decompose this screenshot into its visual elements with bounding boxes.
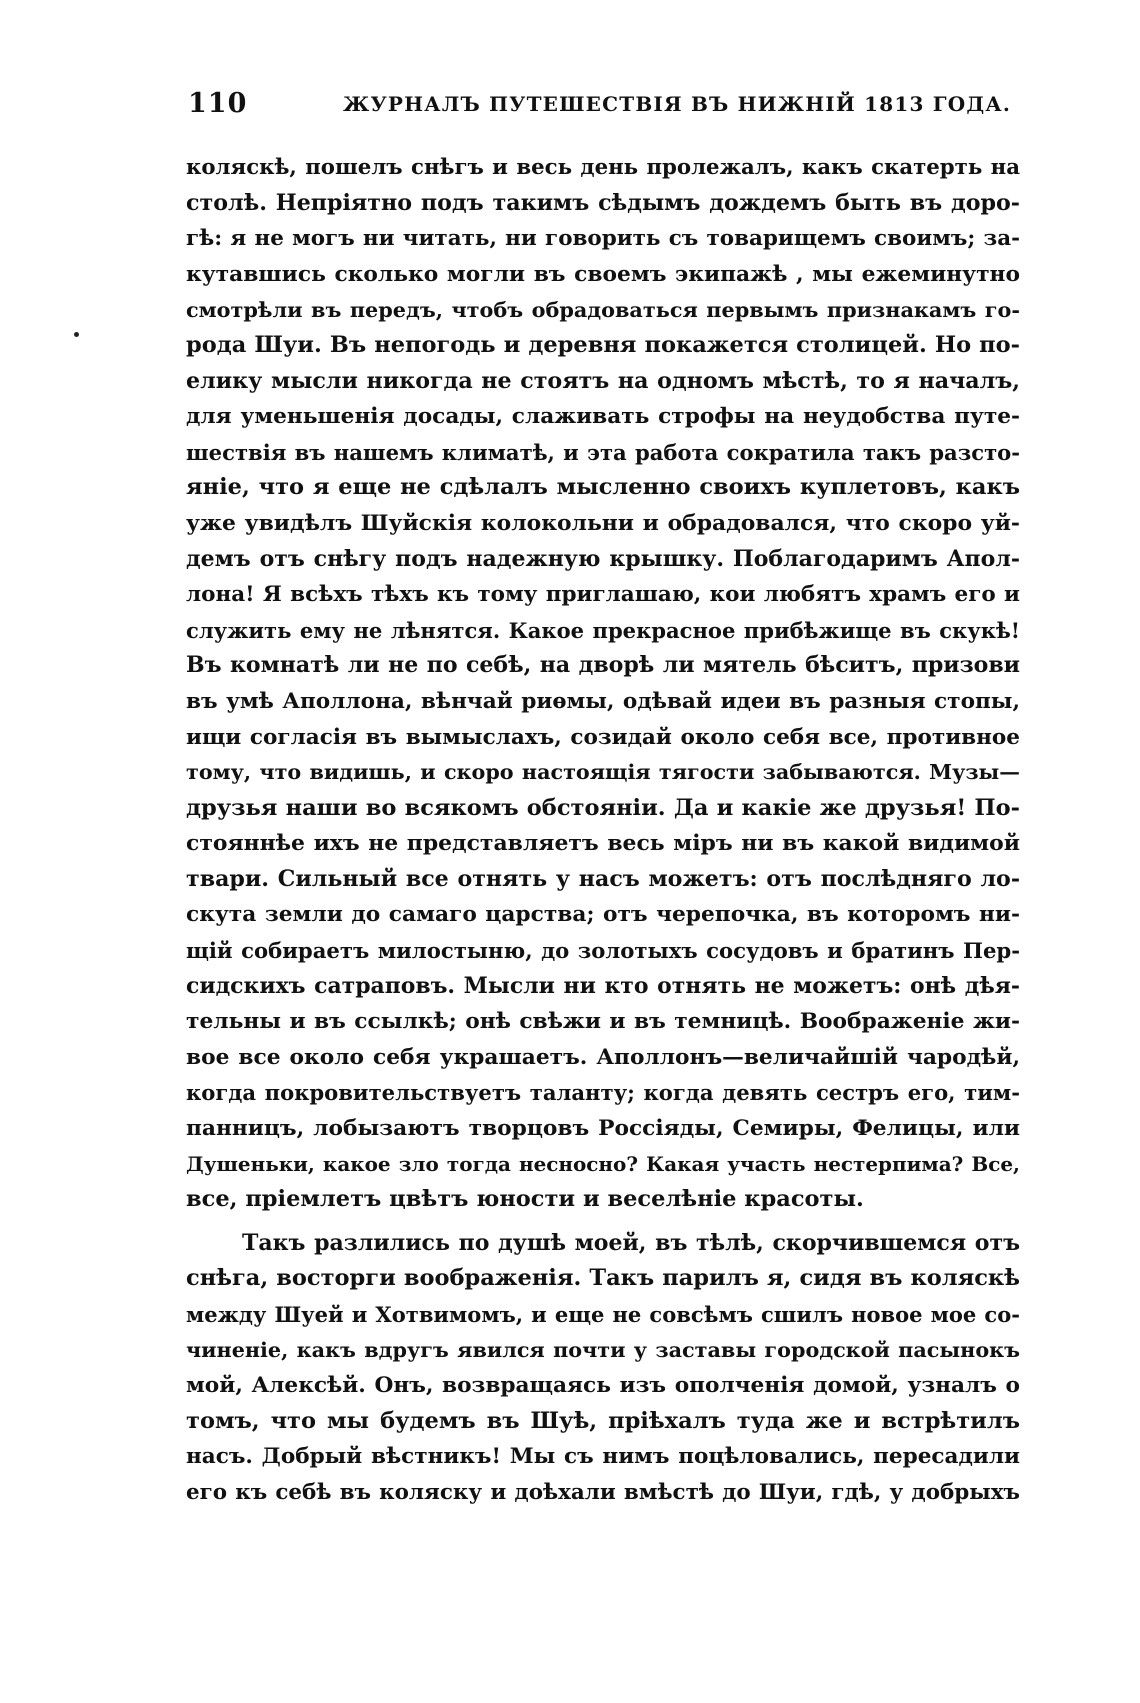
text-line: томъ, что мы будемъ въ Шуѣ, пріѣхалъ туда же и встрѣтилъ: [186, 1407, 1020, 1434]
page-number: 110: [188, 88, 248, 119]
text-line: лона! Я всѣхъ тѣхъ къ тому приглашаю, кои любятъ храмъ его и: [186, 582, 1020, 608]
text-line: мой, Алексѣй. Онъ, возвращаясь изъ ополченія домой, узналъ о: [186, 1373, 1020, 1399]
text-line: рода Шуи. Въ непогодь и деревня покажется столицей. Но по-: [186, 331, 1020, 358]
text-line: коляскѣ, пошелъ снѣгъ и весь день пролежалъ, какъ скатерть на: [186, 155, 1020, 180]
text-line: панницъ, лобызаютъ творцовъ Россіяды, Семиры, Фелицы, или: [186, 1116, 1020, 1142]
margin-speck: [74, 332, 79, 337]
text-line: тому, что видишь, и скоро настоящія тягости забываются. Музы—: [186, 760, 1020, 785]
text-line: для уменьшенія досады, слаживать строфы на неудобства путе-: [186, 404, 1020, 430]
page-header: [188, 88, 1018, 128]
text-line: тельны и въ ссылкѣ; онѣ свѣжи и въ темницѣ. Воображеніе жи-: [186, 1009, 1020, 1035]
text-line: чиненіе, какъ вдругъ явился почти у заставы городской пасынокъ: [186, 1337, 1020, 1362]
text-line: уже увидѣлъ Шуйскія колокольни и обрадовался, что скоро уй-: [186, 509, 1020, 536]
text-line: Такъ разлились по душѣ моей, въ тѣлѣ, скорчившемся отъ: [242, 1229, 1020, 1256]
text-line: яніе, что я еще не сдѣлалъ мысленно своихъ куплетовъ, какъ: [186, 474, 1020, 501]
text-line: елику мысли никогда не стоятъ на одномъ мѣстѣ, то я началъ,: [186, 367, 1020, 394]
text-line: все, пріемлетъ цвѣтъ юности и веселѣніе красоты.: [186, 1186, 864, 1213]
text-line: твари. Сильный все отнять у насъ можетъ: отъ послѣдняго ло-: [186, 865, 1020, 892]
text-line: столѣ. Непріятно подъ такимъ сѣдымъ дождемъ быть въ доро-: [186, 189, 1020, 216]
text-line: смотрѣли въ передъ, чтобъ обрадоваться первымъ признакамъ го-: [186, 297, 1020, 323]
text-line: снѣга, восторги воображенія. Такъ парилъ я, сидя въ коляскѣ: [186, 1265, 1020, 1292]
text-line: гѣ: я не могъ ни читать, ни говорить съ товарищемъ своимъ; за-: [186, 226, 1020, 252]
text-line: друзья наши во всякомъ обстояніи. Да и какіе же друзья! По-: [186, 794, 1020, 821]
text-line: кутавшись сколько могли въ своемъ экипажѣ , мы ежеминутно: [186, 261, 1020, 287]
text-line: скута земли до самаго царства; отъ черепочка, въ которомъ ни-: [186, 902, 1020, 928]
paragraph-2: [186, 1226, 1020, 1511]
text-line: когда покровительствуетъ таланту; когда девять сестръ его, тим-: [186, 1080, 1020, 1106]
text-line: демъ отъ снѣгу подъ надежную крышку. Поблагодаримъ Апол-: [186, 545, 1020, 572]
text-line: насъ. Добрый вѣстникъ! Мы съ нимъ поцѣловались, пересадили: [186, 1444, 1020, 1470]
text-line: служить ему не лѣнятся. Какое прекрасное прибѣжище въ скукѣ!: [186, 617, 1020, 643]
text-line: ищи согласія въ вымыслахъ, созидай около себя все, противное: [186, 724, 1020, 750]
paragraph-gap: [186, 1218, 1020, 1226]
text-line: сидскихъ сатраповъ. Мысли ни кто отнять не можетъ: онѣ дѣя-: [186, 972, 1020, 999]
text-line: его къ себѣ въ коляску и доѣхали вмѣстѣ до Шуи, гдѣ, у добрыхъ: [186, 1479, 1020, 1505]
text-line: въ умѣ Аполлона, вѣнчай риѳмы, одѣвай идеи въ разныя стопы,: [186, 688, 1020, 714]
paragraph-1: [186, 150, 1020, 1218]
text-line: шествія въ нашемъ климатѣ, и эта работа сократила такъ разсто-: [186, 439, 1020, 465]
body-text: [186, 150, 1020, 1511]
text-line: вое все около себя украшаетъ. Аполлонъ—величайшій чародѣй,: [186, 1044, 1020, 1070]
text-line: между Шуей и Хотвимомъ, и еще не совсѣмъ сшилъ новое мое со-: [186, 1302, 1020, 1327]
text-line: щій собираетъ милостыню, до золотыхъ сосудовъ и братинъ Пер-: [186, 938, 1020, 964]
text-line: Душеньки, какое зло тогда несносно? Какая участь нестерпима? Все,: [186, 1151, 1020, 1176]
running-title: ЖУРНАЛЪ ПУТЕШЕСТВІЯ ВЪ НИЖНІЙ 1813 ГОДА.: [343, 92, 1012, 116]
text-line: стояннѣе ихъ не представляетъ весь міръ ни въ какой видимой: [186, 830, 1020, 857]
text-line: Въ комнатѣ ли не по себѣ, на дворѣ ли мятель бѣситъ, призови: [186, 652, 1020, 679]
